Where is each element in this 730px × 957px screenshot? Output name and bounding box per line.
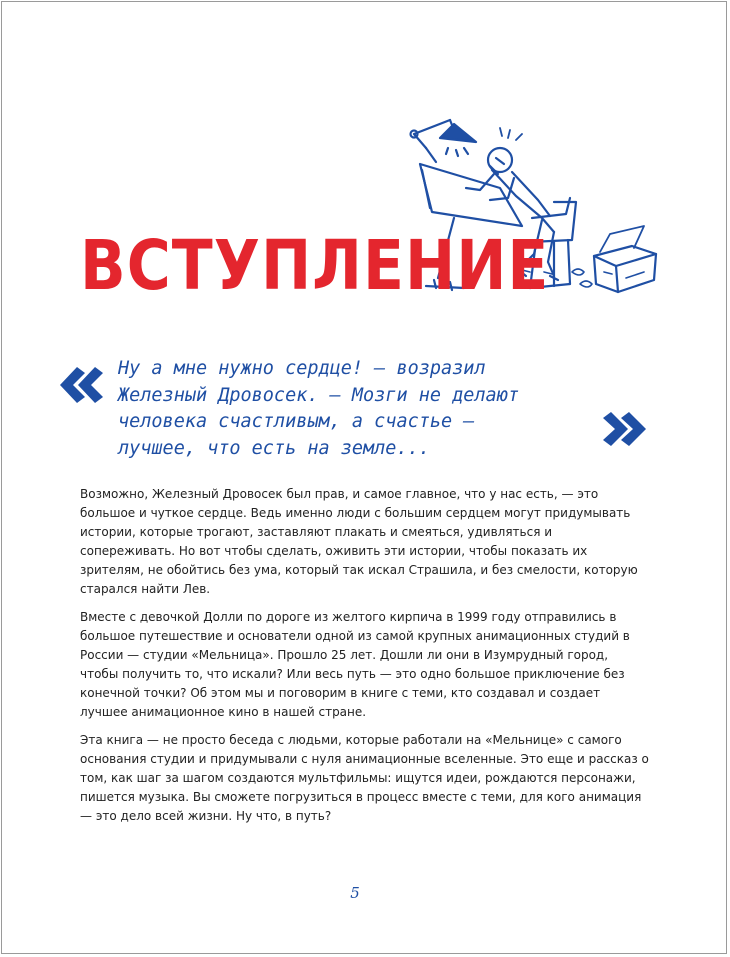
page-title: ВСТУПЛЕНИЕ — [80, 225, 550, 307]
page-number: 5 — [350, 884, 360, 902]
epigraph-quote — [118, 356, 618, 462]
epigraph-line: Железный Дровосек. – Мозги не делают — [118, 384, 519, 406]
body-paragraph: Эта книга — не просто беседа с людьми, которые работали на «Мельнице» с самого основания студии и придумывали с нуля анимационные вселенные. Это еще и рассказ о том, как шаг за шагом создаются мультфильмы: ищутся идеи, рождаются персонажи, пишется музыка. Вы сможете погрузиться в процесс вместе с теми, для кого анимация — это дело всей жизни. Ну что, в путь? — [80, 733, 649, 823]
body-paragraph: Вместе с девочкой Долли по дороге из желтого кирпича в 1999 году отправились в большое путешествие и основатели одной из самой крупных анимационных студий в России — студии «Мельница». Прошло 25 лет. Дошли ли они в Изумрудный город, чтобы получить то, что искали? Или весь путь — это одно большое приключение без конечной точки? Об этом мы и поговорим в книге с теми, кто создавал и создает лучшее анимационное кино в нашей стране. — [80, 610, 630, 719]
body-text — [80, 485, 650, 835]
epigraph-line: человека счастливым, а счастье – — [118, 411, 475, 432]
body-paragraph: Возможно, Железный Дровосек был прав, и самое главное, что у нас есть, — это большое и чуткое сердце. Ведь именно люди с большим сердцем могут придумывать истории, которые трогают, заставляют плакать и смеяться, удивляться и сопереживать. Но вот чтобы сделать, оживить эти истории, чтобы показать их зрителям, не обойтись без ума, который так искал Страшила, и без смелости, которую старался найти Лев. — [80, 487, 638, 596]
epigraph-line: Ну а мне нужно сердце! – возразил — [118, 358, 486, 379]
epigraph-line: лучшее, что есть на земле... — [118, 437, 430, 459]
double-chevron-right-icon — [603, 409, 647, 449]
double-chevron-left-icon — [57, 364, 103, 406]
